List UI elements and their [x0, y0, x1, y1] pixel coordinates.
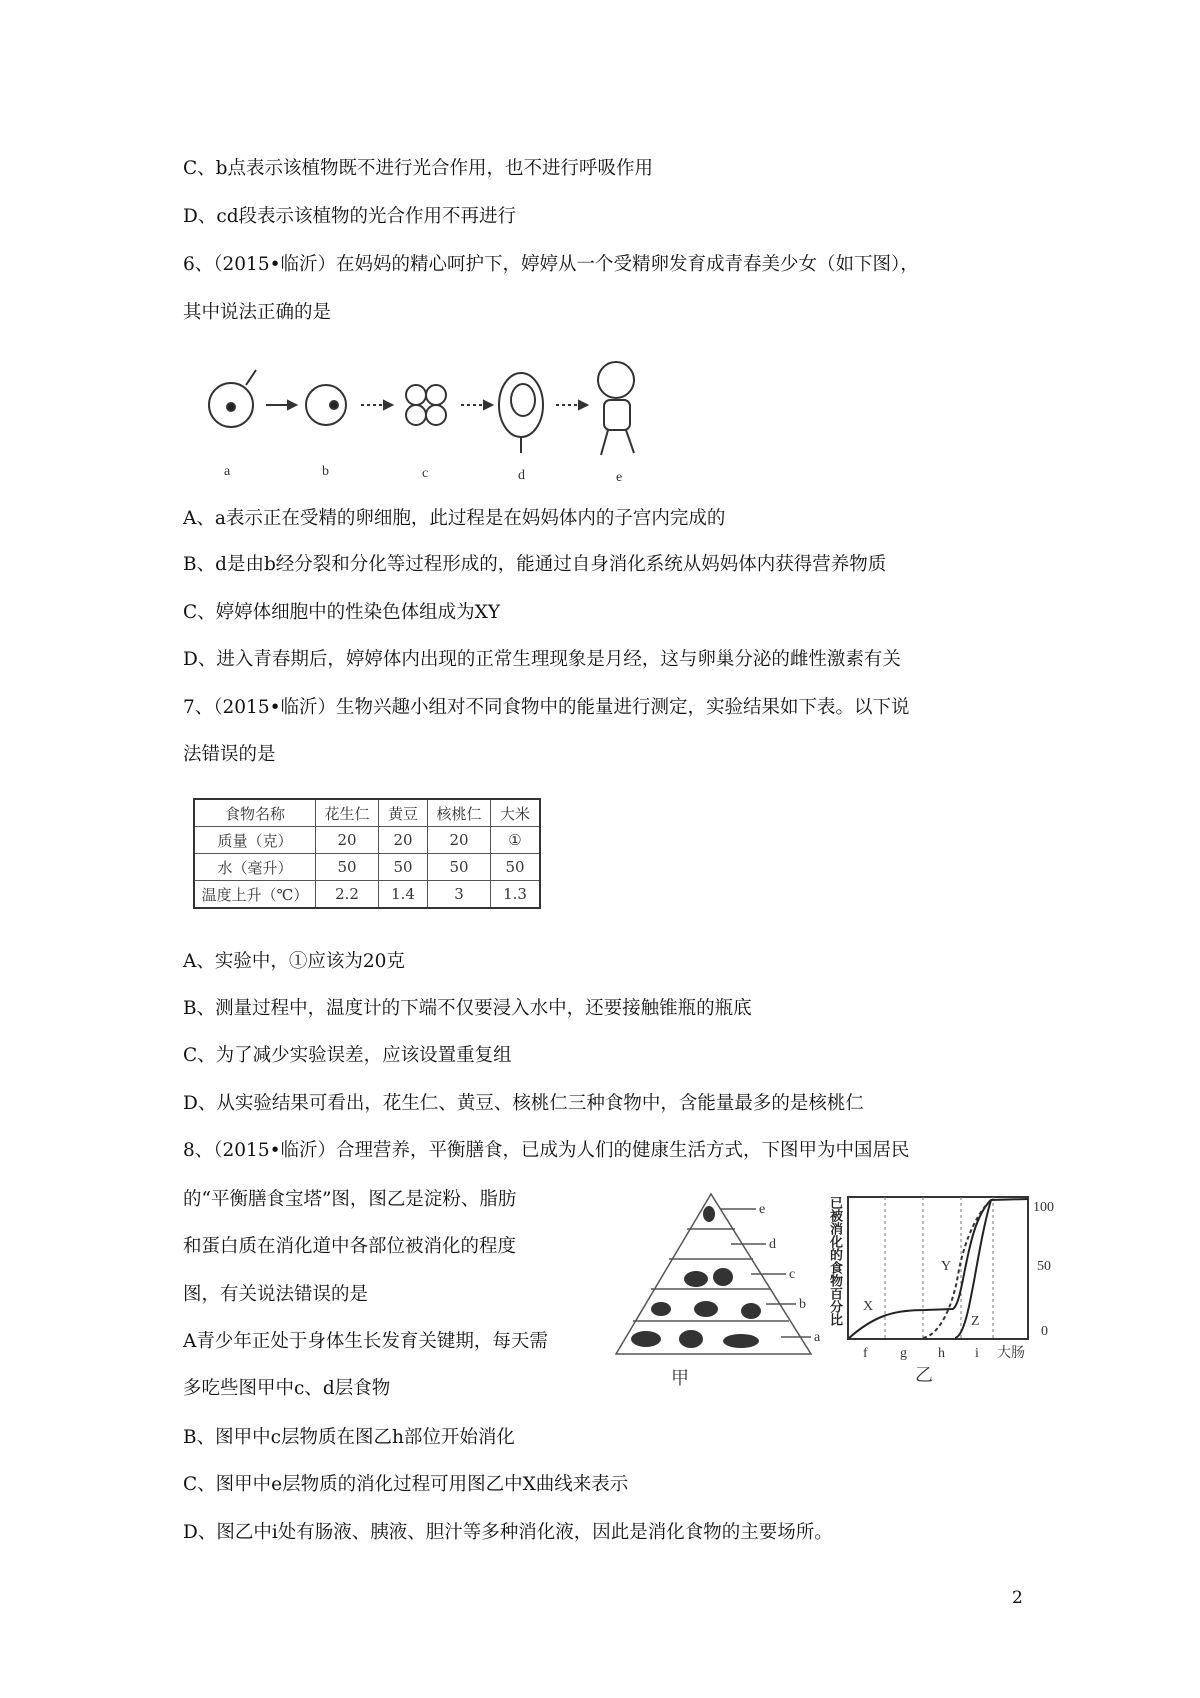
table-cell: ① — [491, 827, 541, 854]
q8-option-b: B、图甲中c层物质在图乙h部位开始消化 — [183, 1427, 515, 1448]
y-axis-label: 已被消化的食物百分比 — [827, 1196, 842, 1326]
table-cell: 20 — [379, 827, 428, 854]
table-cell: 20 — [428, 827, 491, 854]
q7-option-d: D、从实验结果可看出，花生仁、黄豆、核桃仁三种食物中，含能量最多的是核桃仁 — [183, 1093, 864, 1114]
curve-label-y: Y — [941, 1259, 952, 1274]
q8-stem-3: 和蛋白质在消化道中各部位被消化的程度 — [183, 1236, 517, 1257]
layer-label-d: d — [769, 1237, 776, 1252]
table-cell: 50 — [379, 854, 428, 881]
table-row — [194, 881, 540, 909]
page-number: 2 — [1012, 1588, 1023, 1608]
table-cell: 质量（克） — [194, 827, 316, 854]
curve-x — [849, 1199, 1028, 1338]
development-figure — [196, 355, 686, 490]
q8-stem-2: 的“平衡膳食宝塔”图，图乙是淀粉、脂肪 — [183, 1189, 517, 1210]
table-cell: 温度上升（℃） — [194, 881, 316, 909]
table-cell: 3 — [428, 881, 491, 909]
layer-label-c: c — [789, 1267, 796, 1282]
layer-label-b: b — [799, 1297, 806, 1312]
food-pyramid-figure — [611, 1189, 826, 1389]
table-header-row — [194, 799, 540, 827]
q6-option-d: D、进入青春期后，婷婷体内出现的正常生理现象是月经，这与卵巢分泌的雌性激素有关 — [183, 649, 901, 670]
q5-option-d: D、cd段表示该植物的光合作用不再进行 — [183, 206, 517, 227]
table-cell: 1.3 — [491, 881, 541, 909]
digestion-chart — [825, 1185, 1075, 1390]
table-header-cell: 大米 — [491, 799, 541, 827]
q6-option-b: B、d是由b经分裂和分化等过程形成的，能通过自身消化系统从妈妈体内获得营养物质 — [183, 554, 887, 575]
stage-label-d: d — [518, 468, 525, 483]
table-cell: 2.2 — [316, 881, 379, 909]
y-tick-0: 0 — [1041, 1324, 1048, 1339]
stage-label-a: a — [224, 464, 231, 479]
curve-label-z: Z — [971, 1314, 980, 1329]
stage-label-c: c — [422, 466, 429, 481]
food-energy-table — [193, 798, 541, 909]
stage-label-b: b — [322, 464, 329, 479]
table-cell: 20 — [316, 827, 379, 854]
q6-stem-2: 其中说法正确的是 — [183, 302, 332, 323]
x-label-g: g — [900, 1346, 907, 1361]
stage-label-e: e — [616, 470, 623, 485]
q5-option-c: C、b点表示该植物既不进行光合作用，也不进行呼吸作用 — [183, 158, 653, 179]
table-header-cell: 核桃仁 — [428, 799, 491, 827]
curve-y — [923, 1200, 991, 1338]
pyramid-caption: 甲 — [671, 1368, 689, 1388]
table-header-cell: 黄豆 — [379, 799, 428, 827]
table-header-cell: 食物名称 — [194, 799, 316, 827]
x-label-f: f — [863, 1346, 868, 1361]
q7-stem-2: 法错误的是 — [183, 744, 276, 765]
layer-label-e: e — [759, 1202, 766, 1217]
q7-stem: 7、（2015•临沂）生物兴趣小组对不同食物中的能量进行测定，实验结果如下表。以下说 — [183, 697, 910, 718]
q6-stem: 6、（2015•临沂）在妈妈的精心呵护下，婷婷从一个受精卵发育成青春美少女（如下图）， — [183, 254, 919, 275]
layer-label-a: a — [814, 1330, 821, 1345]
q8-option-a: A青少年正处于身体生长发育关键期，每天需 — [183, 1331, 548, 1352]
table-cell: 50 — [316, 854, 379, 881]
q8-option-c: C、图甲中e层物质的消化过程可用图乙中X曲线来表示 — [183, 1474, 629, 1495]
y-tick-100: 100 — [1033, 1200, 1054, 1215]
chart-caption: 乙 — [915, 1365, 933, 1385]
table-cell: 1.4 — [379, 881, 428, 909]
table-header-cell: 花生仁 — [316, 799, 379, 827]
table-cell: 50 — [491, 854, 541, 881]
q8-stem: 8、（2015•临沂）合理营养，平衡膳食，已成为人们的健康生活方式，下图甲为中国居民 — [183, 1140, 910, 1161]
table-cell: 50 — [428, 854, 491, 881]
q7-option-c: C、为了减少实验误差，应该设置重复组 — [183, 1045, 512, 1066]
x-label-i: i — [975, 1346, 979, 1361]
table-row — [194, 854, 540, 881]
q8-option-a-2: 多吃些图甲中c、d层食物 — [183, 1378, 391, 1399]
table-row — [194, 827, 540, 854]
x-label-large-intestine: 大肠 — [997, 1346, 1025, 1361]
y-tick-50: 50 — [1037, 1259, 1051, 1274]
q7-option-b: B、测量过程中，温度计的下端不仅要浸入水中，还要接触锥瓶的瓶底 — [183, 998, 752, 1019]
q6-option-a: A、a表示正在受精的卵细胞，此过程是在妈妈体内的子宫内完成的 — [183, 508, 726, 529]
q6-option-c: C、婷婷体细胞中的性染色体组成为XY — [183, 602, 501, 623]
q7-option-a: A、实验中，①应该为20克 — [183, 951, 405, 972]
x-label-h: h — [938, 1346, 945, 1361]
q8-stem-4: 图，有关说法错误的是 — [183, 1284, 369, 1305]
curve-label-x: X — [863, 1299, 874, 1314]
q8-option-d: D、图乙中i处有肠液、胰液、胆汁等多种消化液，因此是消化食物的主要场所。 — [183, 1522, 833, 1543]
table-cell: 水（毫升） — [194, 854, 316, 881]
